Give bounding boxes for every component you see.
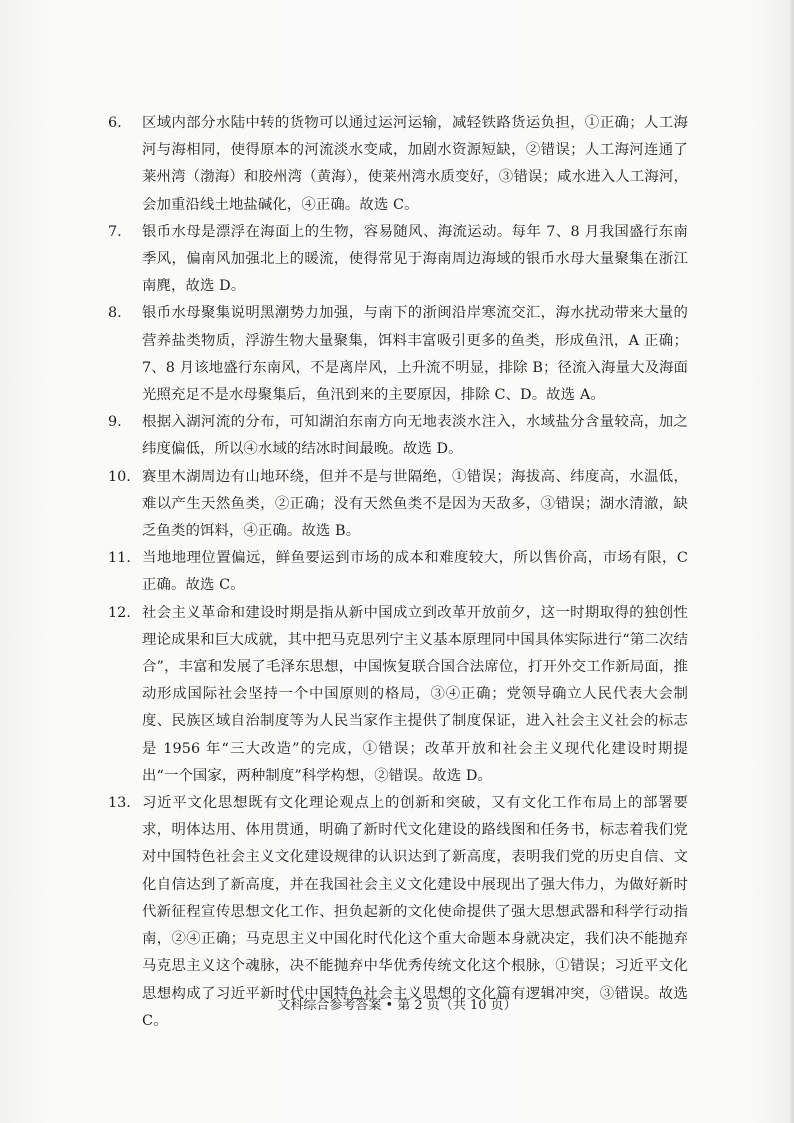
- item-text: 社会主义革命和建设时期是指从新中国成立到改革开放前夕，这一时期取得的独创性理论成果和巨大成就，其中把马克思列宁主义基本原理同中国具体实际进行“第二次结合”，丰富和发展了毛泽东思想，中国恢复联合国合法席位，打开外交工作新局面，推动形成国际社会坚持一个中国原则的格局，③④正确；党领导确立人民代表大会制度、民族区域自治制度等为人民当家作主提供了制度保证，进入社会主义社会的标志是 1956 年“三大改造”的完成，①错误；改革开放和社会主义现代化建设时期提出“一个国家，两种制度”科学构想，②错误。故选 D。: [142, 604, 688, 784]
- item-number: 11.: [108, 550, 131, 567]
- item-text: 当地地理位置偏远，鲜鱼要运到市场的成本和难度较大，所以售价高，市场有限，C 正确。故选 C。: [142, 550, 688, 594]
- item-number: 9.: [108, 414, 122, 431]
- item-number: 10.: [108, 468, 131, 485]
- answer-item-7: [108, 219, 688, 301]
- answer-item-11: [108, 545, 688, 599]
- answer-list: [108, 110, 688, 1035]
- answer-item-10: [108, 464, 688, 546]
- item-text: 区域内部分水陆中转的货物可以通过运河运输，减轻铁路货运负担，①正确；人工海河与海相同，使得原本的河流淡水变咸，加剧水资源短缺，②错误；人工海河连通了莱州湾（渤海）和胶州湾（黄海），使莱州湾水质变好，③错误；咸水进入人工海河，会加重沿线土地盐碱化，④正确。故选 C。: [142, 115, 688, 213]
- item-text: 根据入湖河流的分布，可知湖泊东南方向无地表淡水注入，水域盐分含量较高，加之纬度偏低，所以④水域的结冰时间最晚。故选 D。: [142, 414, 688, 458]
- item-text: 赛里木湖周边有山地环绕，但并不是与世隔绝，①错误；海拔高、纬度高，水温低，难以产生天然鱼类，②正确；没有天然鱼类不是因为天敌多，③错误；湖水清澈，缺乏鱼类的饵料，④正确。故选 B。: [142, 468, 688, 540]
- item-number: 8.: [108, 305, 122, 322]
- item-text: 银币水母是漂浮在海面上的生物，容易随风、海流运动。每年 7、8 月我国盛行东南季风，偏南风加强北上的暖流，使得常见于海南周边海域的银币水母大量聚集在浙江南麂，故选 D。: [142, 223, 688, 295]
- item-text: 银币水母聚集说明黑潮势力加强，与南下的浙闽沿岸寒流交汇，海水扰动带来大量的营养盐类物质，浮游生物大量聚集，饵料丰富吸引更多的鱼类，形成鱼汛，A 正确；7、8 月该地盛行东南风，不是离岸风，上升流不明显，排除 B；径流入海量大及海面光照充足不是水母聚集后，鱼汛到来的主要原因，排除 C、D。故选 A。: [142, 305, 688, 404]
- item-number: 13.: [108, 795, 131, 812]
- item-number: 7.: [108, 223, 122, 240]
- answer-item-12: [108, 600, 688, 790]
- answer-item-9: [108, 409, 688, 463]
- answer-item-8: [108, 300, 688, 409]
- answer-item-6: [108, 110, 688, 219]
- page-footer: 文科综合参考答案 • 第 2 页（共 10 页）: [277, 998, 517, 1013]
- item-number: 6.: [108, 115, 122, 131]
- item-text: 习近平文化思想既有文化理论观点上的创新和突破，又有文化工作布局上的部署要求，明体达用、体用贯通，明确了新时代文化建设的路线图和任务书，标志着我们党对中国特色社会主义文化建设规律的认识达到了新高度，表明我们党的历史自信、文化自信达到了新高度，并在我国社会主义文化建设中展现出了强大伟力，为做好新时代新征程宣传思想文化工作、担负起新的文化使命提供了强大思想武器和科学行动指南，②④正确；马克思主义中国化时代化这个重大命题本身就决定，我们决不能抛弃马克思主义这个魂脉，决不能抛弃中华优秀传统文化这个根脉，①错误；习近平文化思想构成了习近平新时代中国特色社会主义思想的文化篇有逻辑冲突，③错误。故选 C。: [142, 795, 688, 1029]
- item-number: 12.: [108, 604, 131, 621]
- page-edge-shadow: [790, 0, 794, 1123]
